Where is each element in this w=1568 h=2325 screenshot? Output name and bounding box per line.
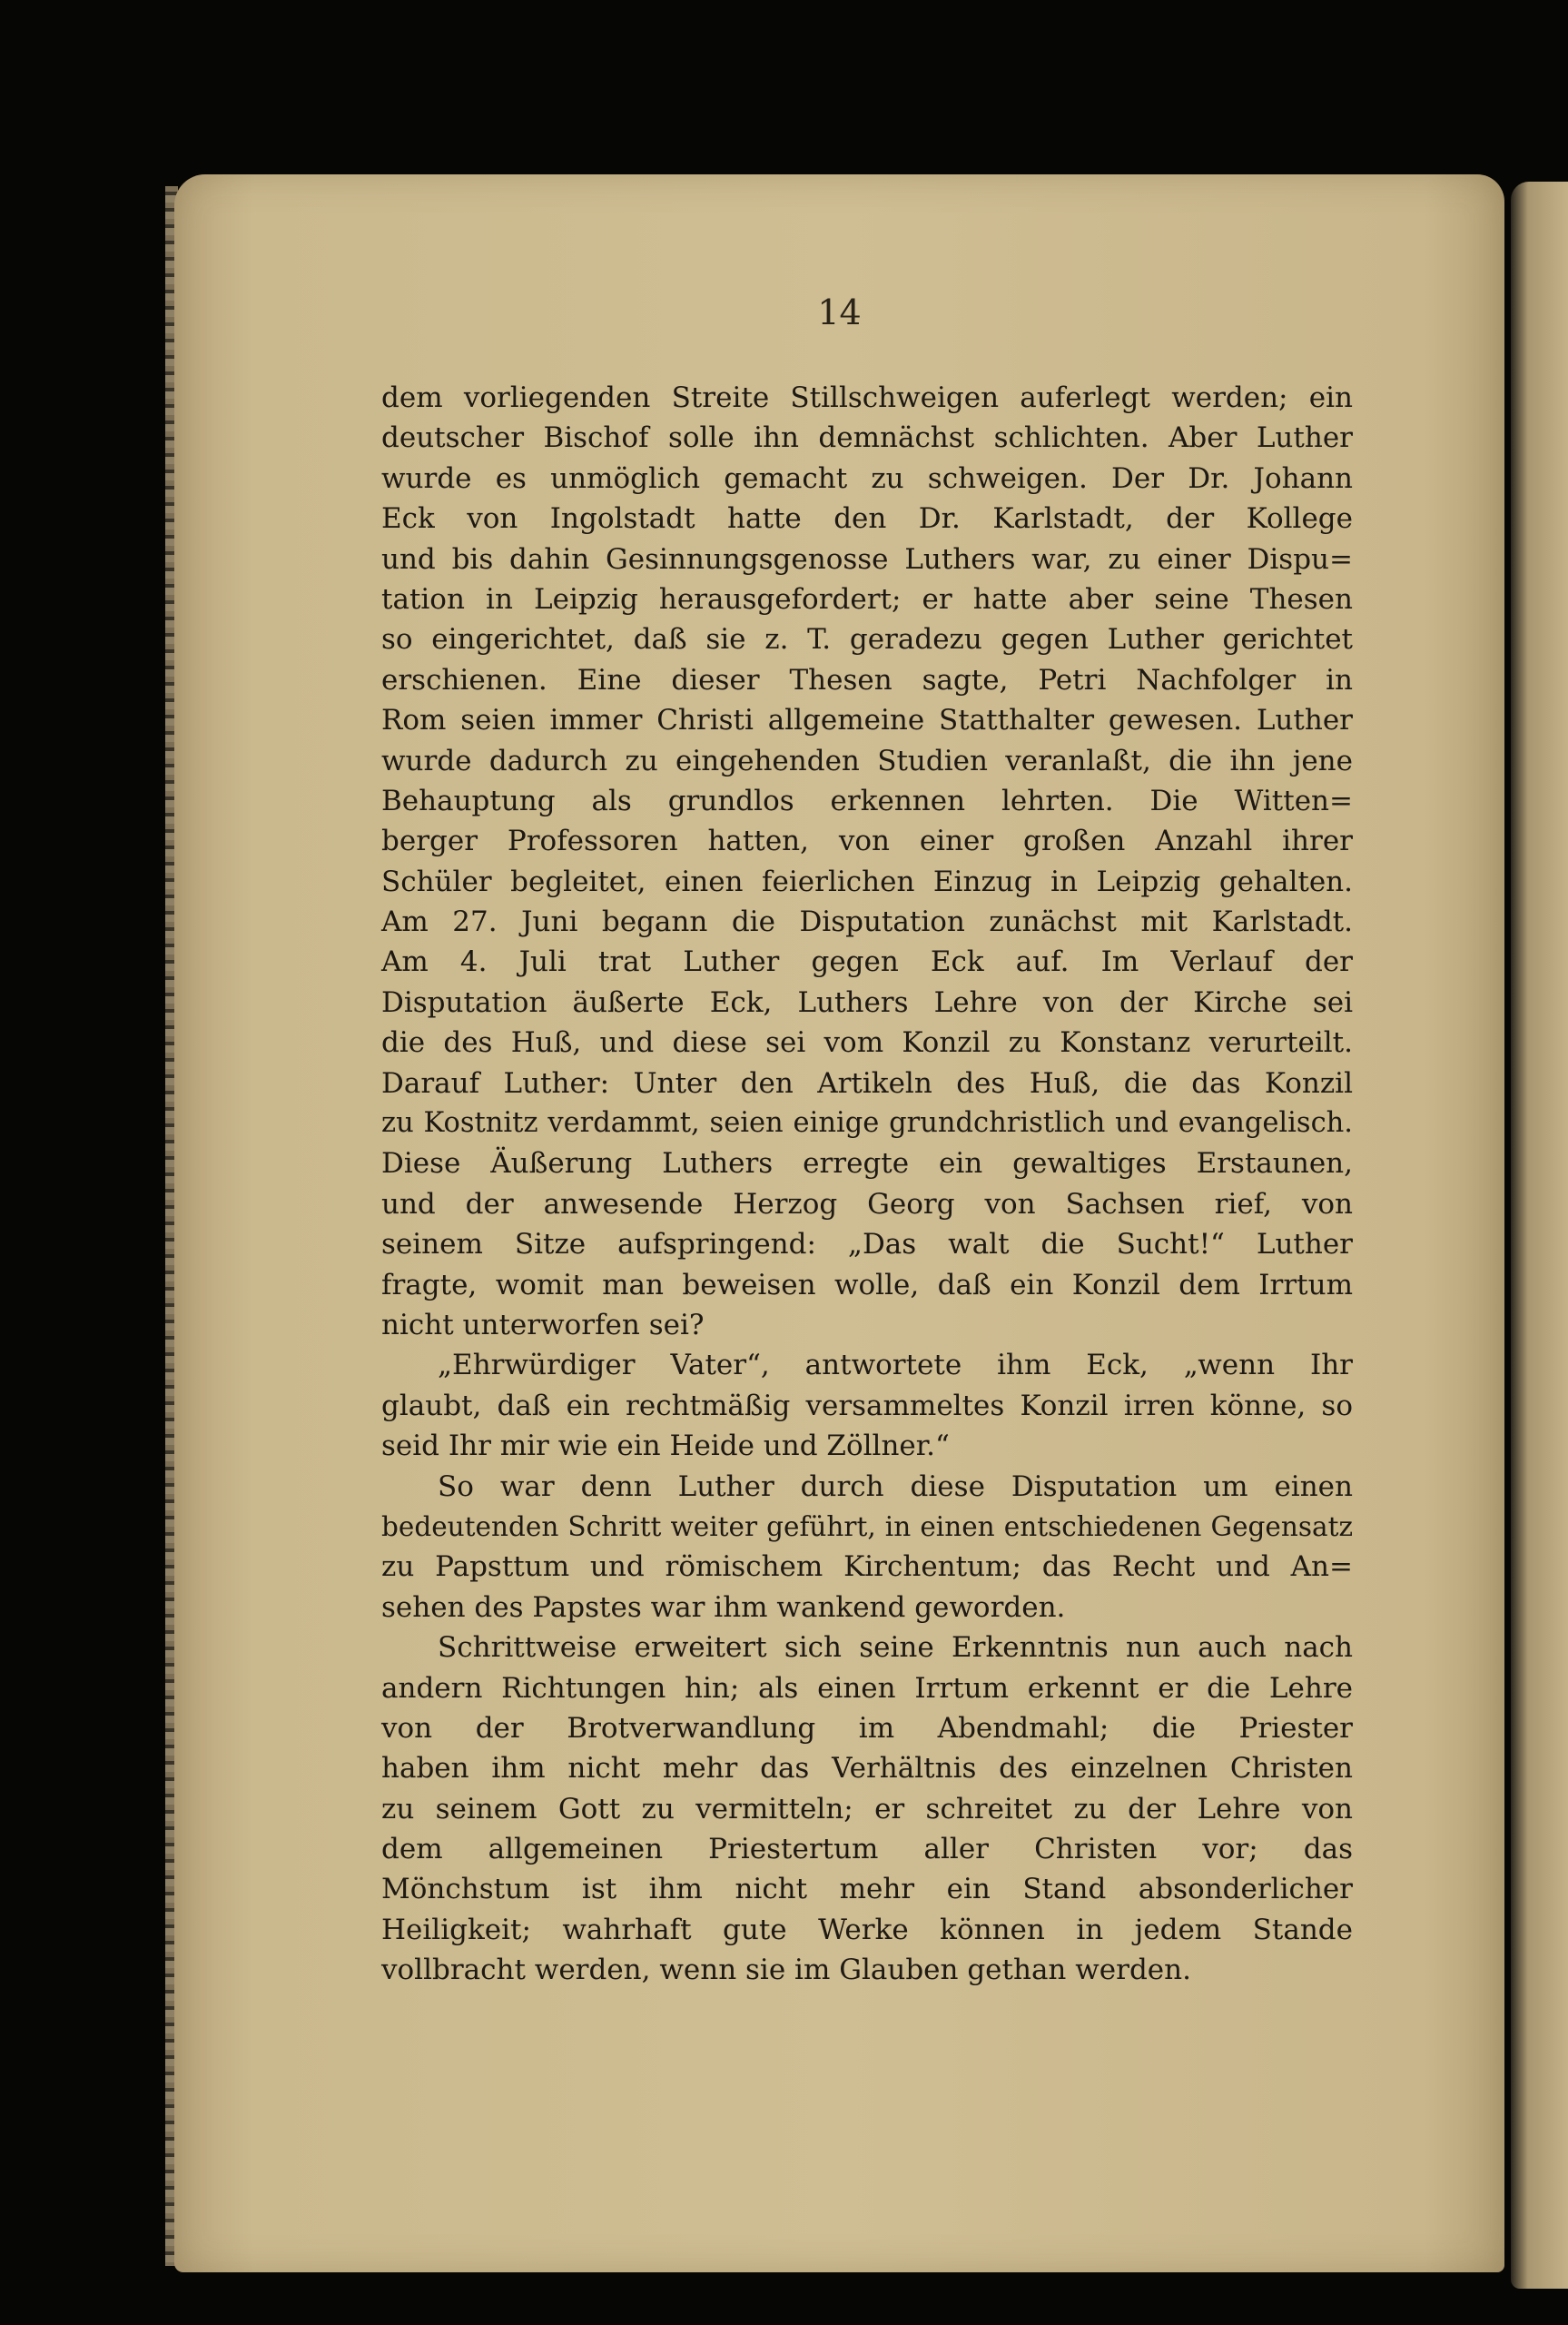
text-line: haben ihm nicht mehr das Verhältnis des einzelnen Christen — [381, 1752, 1353, 1786]
text-line: und der anwesende Herzog Georg von Sachsen rief, von — [381, 1187, 1353, 1221]
text-line: Eck von Ingolstadt hatte den Dr. Karlstadt, der Kollege — [381, 502, 1353, 536]
text-line: Heiligkeit; wahrhaft gute Werke können in jedem Stande — [381, 1913, 1353, 1946]
text-line: zu Kostnitz verdammt, seien einige grundchristlich und evangelisch. — [381, 1107, 1353, 1140]
text-line: wurde dadurch zu eingehenden Studien veranlaßt, die ihn jene — [381, 744, 1353, 777]
text-line: vollbracht werden, wenn sie im Glauben gethan werden. — [381, 1954, 1191, 1987]
text-line: dem vorliegenden Streite Stillschweigen auferlegt werden; ein — [381, 381, 1353, 414]
text-line: Rom seien immer Christi allgemeine Statthalter gewesen. Luther — [381, 704, 1353, 737]
text-line: zu Papsttum und römischem Kirchentum; das Recht und An= — [381, 1550, 1353, 1584]
body-text — [381, 378, 1353, 1991]
text-line: Diese Äußerung Luthers erregte ein gewaltiges Erstaunen, — [381, 1147, 1353, 1181]
next-page-edge — [1511, 182, 1568, 2289]
text-line: So war denn Luther durch diese Disputation um einen — [438, 1469, 1353, 1503]
text-line: fragte, womit man beweisen wolle, daß ein Konzil dem Irrtum — [381, 1268, 1353, 1301]
text-line: Schrittweise erweitert sich seine Erkenntnis nun auch nach — [438, 1631, 1353, 1665]
text-line: sehen des Papstes war ihm wankend geworden. — [381, 1590, 1066, 1624]
text-line: andern Richtungen hin; als einen Irrtum erkennt er die Lehre — [381, 1671, 1353, 1705]
text-line: so eingerichtet, daß sie z. T. geradezu gegen Luther gerichtet — [381, 623, 1353, 657]
text-line: dem allgemeinen Priestertum aller Christen vor; das — [381, 1833, 1353, 1866]
text-line: „Ehrwürdiger Vater“, antwortete ihm Eck, „wenn Ihr — [438, 1349, 1353, 1382]
text-line: glaubt, daß ein rechtmäßig versammeltes Konzil irren könne, so — [381, 1389, 1353, 1422]
text-line: seinem Sitze aufspringend: „Das walt die Sucht!“ Luther — [381, 1228, 1353, 1261]
page-number: 14 — [817, 292, 862, 332]
text-line: die des Huß, und diese sei vom Konzil zu Konstanz verurteilt. — [381, 1026, 1353, 1060]
text-line: und bis dahin Gesinnungsgenosse Luthers war, zu einer Dispu= — [381, 542, 1353, 576]
text-line: Am 27. Juni begann die Disputation zunächst mit Karlstadt. — [381, 905, 1353, 939]
text-line: zu seinem Gott zu vermitteln; er schreitet zu der Lehre von — [381, 1792, 1353, 1825]
text-line: seid Ihr mir wie ein Heide und Zöllner.“ — [381, 1430, 950, 1463]
text-line: Am 4. Juli trat Luther gegen Eck auf. Im Verlauf der — [381, 945, 1353, 979]
text-line: wurde es unmöglich gemacht zu schweigen. Der Dr. Johann — [381, 461, 1353, 495]
text-line: erschienen. Eine dieser Thesen sagte, Petri Nachfolger in — [381, 663, 1353, 697]
book-page — [174, 174, 1504, 2272]
text-line: bedeutenden Schritt weiter geführt, in einen entschiedenen Gegensatz — [381, 1510, 1353, 1542]
text-line: deutscher Bischof solle ihn demnächst schlichten. Aber Luther — [381, 421, 1353, 455]
text-line: tation in Leipzig herausgefordert; er hatte aber seine Thesen — [381, 582, 1353, 616]
text-line: Schüler begleitet, einen feierlichen Einzug in Leipzig gehalten. — [381, 865, 1353, 898]
text-line: Mönchstum ist ihm nicht mehr ein Stand absonderlicher — [381, 1873, 1353, 1906]
text-line: Behauptung als grundlos erkennen lehrten. Die Witten= — [381, 784, 1353, 817]
text-line: Disputation äußerte Eck, Luthers Lehre von der Kirche sei — [381, 985, 1353, 1019]
text-line: Darauf Luther: Unter den Artikeln des Huß, die das Konzil — [381, 1066, 1353, 1100]
text-line: nicht unterworfen sei? — [381, 1308, 705, 1341]
text-line: von der Brotverwandlung im Abendmahl; die Priester — [381, 1711, 1353, 1745]
text-line: berger Professoren hatten, von einer großen Anzahl ihrer — [381, 825, 1353, 858]
